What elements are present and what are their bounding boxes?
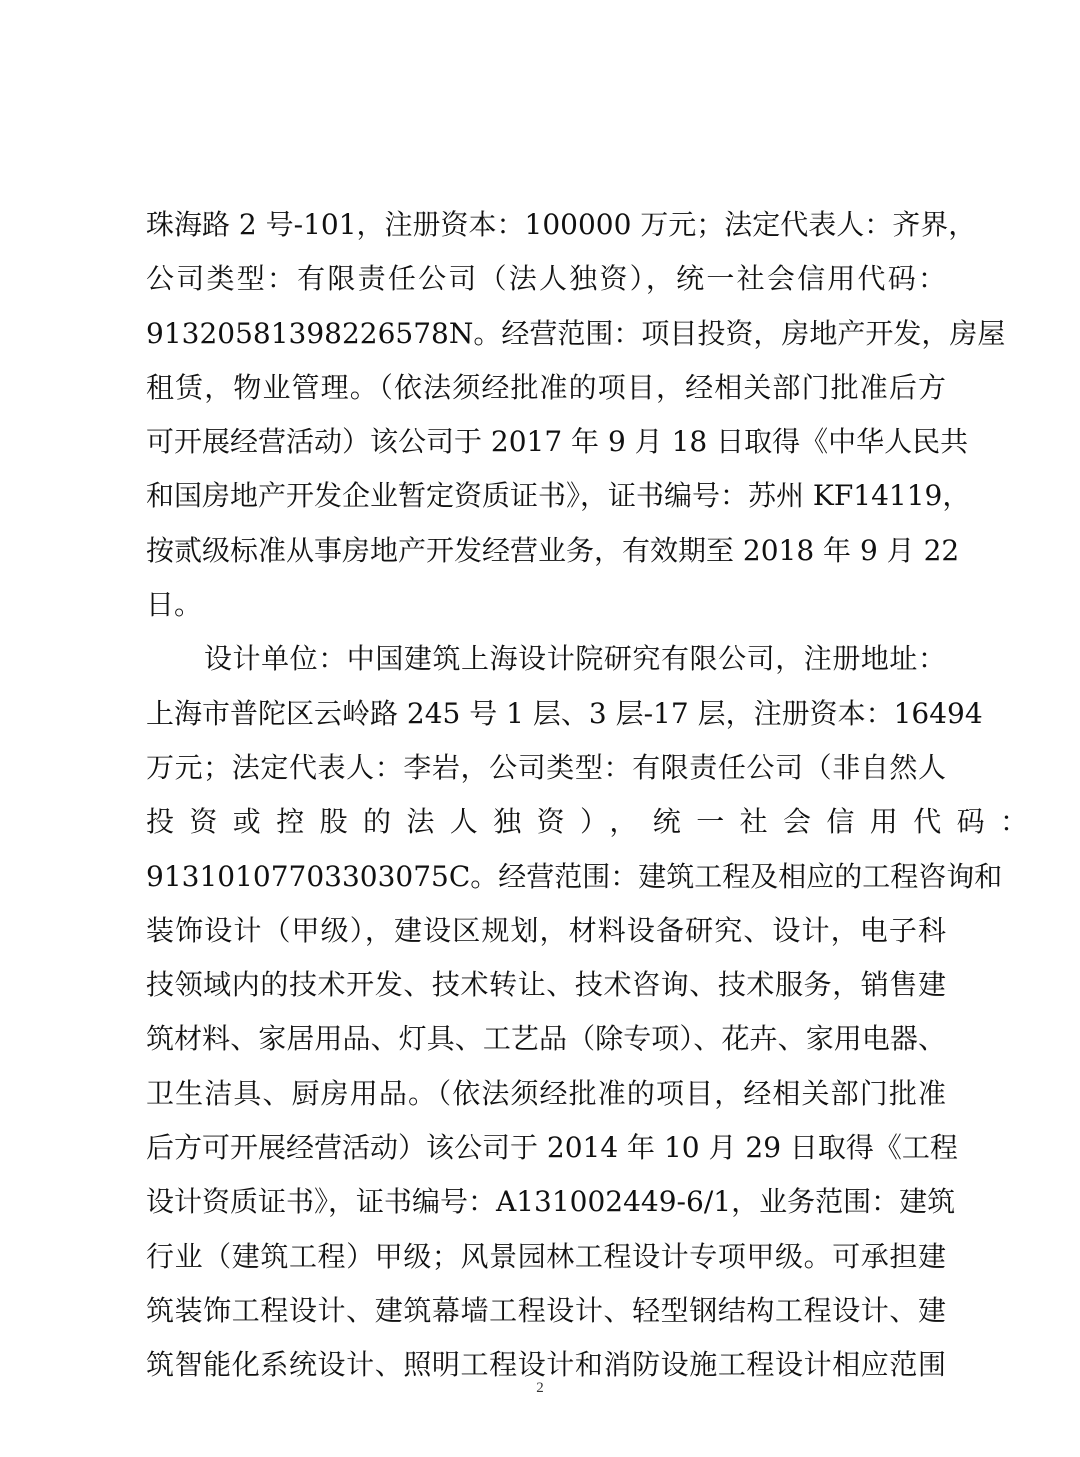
text-line: 投资或控股的法人独资），统一社会信用代码： xyxy=(146,805,1044,839)
text-line: 筑智能化系统设计、照明工程设计和消防设施工程设计相应范围 xyxy=(146,1348,946,1382)
text-line: 技领域内的技术开发、技术转让、技术咨询、技术服务，销售建 xyxy=(146,968,946,1002)
text-line: 行业（建筑工程）甲级；风景园林工程设计专项甲级。可承担建 xyxy=(146,1239,946,1273)
text-line: 设计单位：中国建筑上海设计院研究有限公司，注册地址： xyxy=(204,642,946,676)
text-line: 后方可开展经营活动）该公司于 2014 年 10 月 29 日取得《工程 xyxy=(146,1131,958,1165)
text-line: 筑材料、家居用品、灯具、工艺品（除专项）、花卉、家用电器、 xyxy=(146,1022,946,1056)
text-line: 91310107703303075C。经营范围：建筑工程及相应的工程咨询和 xyxy=(146,859,1003,893)
text-line: 设计资质证书》，证书编号：A131002449-6/1，业务范围：建筑 xyxy=(146,1185,956,1219)
text-line: 筑装饰工程设计、建筑幕墙工程设计、轻型钢结构工程设计、建 xyxy=(146,1293,946,1327)
text-line: 日。 xyxy=(146,588,203,622)
text-line: 按贰级标准从事房地产开发经营业务，有效期至 2018 年 9 月 22 xyxy=(146,533,960,567)
text-line: 和国房地产开发企业暂定资质证书》，证书编号：苏州 KF14119， xyxy=(146,479,971,513)
text-line: 可开展经营活动）该公司于 2017 年 9 月 18 日取得《中华人民共 xyxy=(146,425,969,459)
paragraph-design-unit-info xyxy=(146,632,1044,1392)
body-text xyxy=(146,198,1044,1393)
text-line: 上海市普陀区云岭路 245 号 1 层、3 层-17 层，注册资本：16494 xyxy=(146,696,983,730)
text-line: 珠海路 2 号-101，注册资本：100000 万元；法定代表人：齐界， xyxy=(146,208,977,241)
text-line: 装饰设计（甲级），建设区规划，材料设备研究、设计，电子科 xyxy=(146,913,946,947)
text-line: 租赁，物业管理。（依法须经批准的项目，经相关部门批准后方 xyxy=(146,370,946,404)
page-number: 2 xyxy=(536,1380,544,1396)
text-line: 91320581398226578N。经营范围：项目投资，房地产开发，房屋 xyxy=(146,316,1006,350)
paragraph-developer-info xyxy=(146,198,1006,632)
text-line: 公司类型：有限责任公司（法人独资），统一社会信用代码： xyxy=(146,262,946,296)
text-line: 万元；法定代表人：李岩，公司类型：有限责任公司（非自然人 xyxy=(146,750,946,784)
text-line: 卫生洁具、厨房用品。（依法须经批准的项目，经相关部门批准 xyxy=(146,1076,946,1110)
